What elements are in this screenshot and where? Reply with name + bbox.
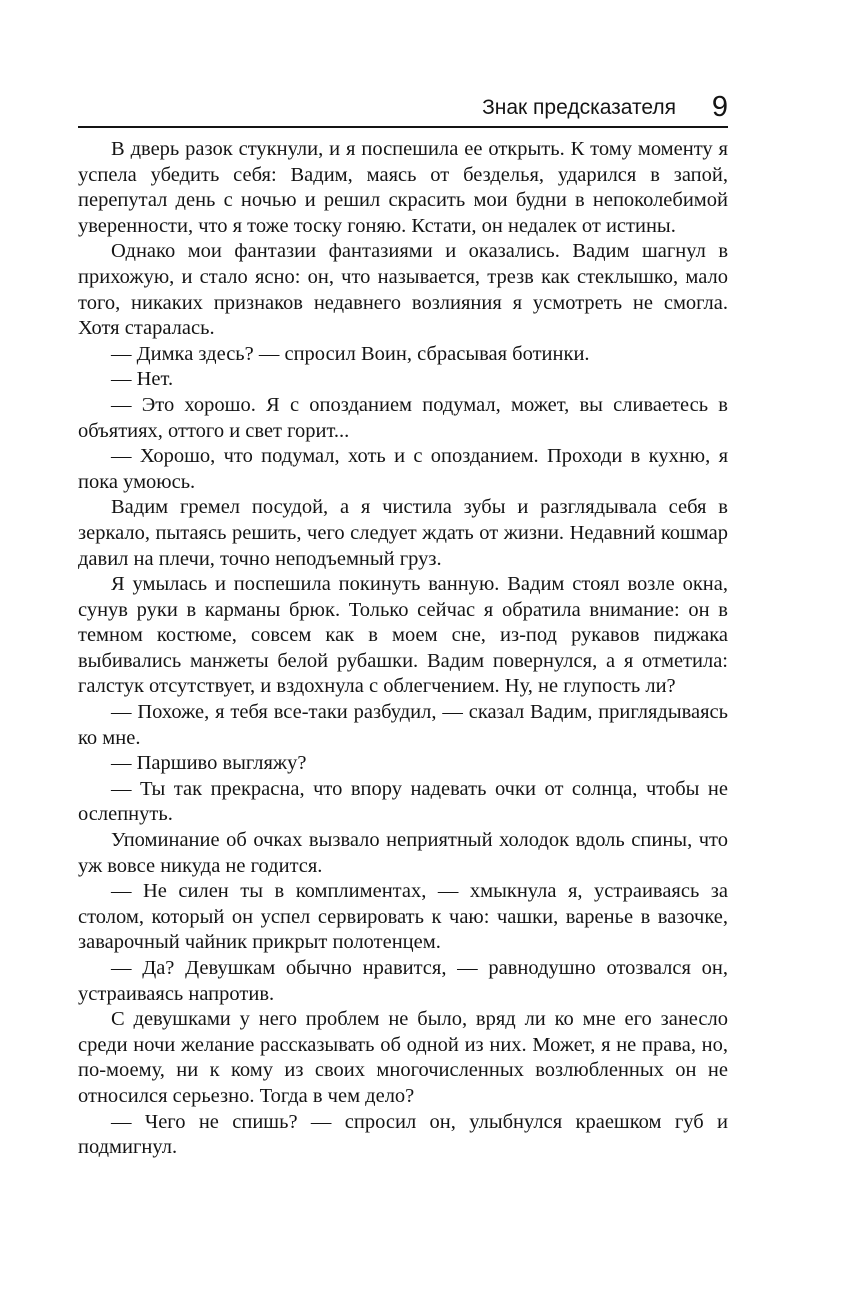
running-title: Знак предсказателя [482,96,676,119]
paragraph: — Ты так прекрасна, что впору надевать очки от солнца, чтобы не ослепнуть. [78,777,728,826]
paragraph: — Димка здесь? — спросил Воин, сбрасывая ботинки. [111,342,590,365]
paragraph: Я умылась и поспешила покинуть ванную. Вадим стоял возле окна, сунув руки в карманы брюк. Только сейчас я обратила внимание: он в темном костюме, совсем как в моем сне, из-под рукавов пиджака выбивались манжеты белой рубашки. Вадим повернулся, а я отметила: галстук отсутствует, и вздохнула с облегчением. Ну, не глупость ли? [78,573,728,698]
paragraph: — Да? Девушкам обычно нравится, — равнодушно отозвался он, устраиваясь напротив. [78,957,728,1005]
page-number: 9 [711,91,728,123]
paragraph: В дверь разок стукнули, и я поспешила ее открыть. К тому моменту я успела убедить себя: Вадим, маясь от безделья, ударился в запой, перепутал день с ночью и решил скрасить мои будни в непоколебимой уверенности, что я тоже тоску гоняю. Кстати, он недалек от истины. [78,138,728,237]
paragraph: — Нет. [111,368,174,391]
paragraph: — Чего не спишь? — спросил он, улыбнулся краешком губ и подмигнул. [78,1110,728,1159]
paragraph: — Это хорошо. Я с опозданием подумал, может, вы сливаетесь в объятиях, оттого и свет горит... [78,393,728,442]
paragraph: — Хорошо, что подумал, хоть и с опозданием. Проходи в кухню, я пока умоюсь. [78,445,728,493]
paragraph: Однако мои фантазии фантазиями и оказались. Вадим шагнул в прихожую, и стало ясно: он, что называется, трезв как стеклышко, мало того, никаких признаков недавнего возлияния я усмотреть не смогла. Хотя старалась. [78,240,728,340]
paragraph: С девушками у него проблем не было, вряд ли ко мне его занесло среди ночи желание рассказывать об одной из них. Может, я не права, но, по-моему, ни к кому из своих многочисленных возлюбленных он не относился серьезно. Тогда в чем дело? [78,1008,728,1107]
paragraph: Упоминание об очках вызвало неприятный холодок вдоль спины, что уж вовсе никуда не годится. [78,829,728,877]
paragraph: Вадим гремел посудой, а я чистила зубы и разглядывала себя в зеркало, пытаясь решить, чего следует ждать от жизни. Недавний кошмар давил на плечи, точно неподъемный груз. [78,496,728,570]
body-text [78,137,728,1161]
paragraph: — Не силен ты в комплиментах, — хмыкнула я, устраиваясь за столом, который он успел сервировать к чаю: чашки, варенье в вазочке, заварочный чайник прикрыт полотенцем. [78,880,728,954]
header-rule [78,126,728,128]
paragraph: — Похоже, я тебя все-таки разбудил, — сказал Вадим, приглядываясь ко мне. [78,701,728,749]
paragraph: — Паршиво выгляжу? [111,752,307,775]
running-header [78,84,728,128]
